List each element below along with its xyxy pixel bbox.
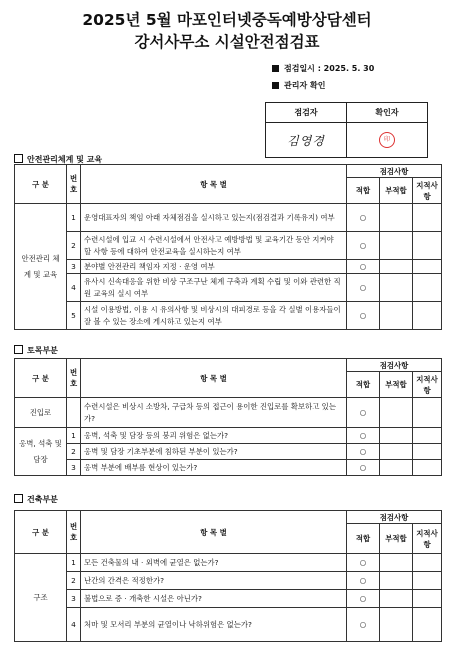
table-row: 4 처마 및 모서리 부분의 균열이나 낙하위험은 없는가? ○ <box>15 608 442 642</box>
pass-mark: ○ <box>347 572 380 590</box>
building-table: 구 분 번호 항 목 별 점검사항 적합 부적합 지적사항 구조 1 모든 건축물의 내 · 외벽에 균열은 없는가? ○ 2 난간의 간격은 적정한가? ○ 3 불법으로 증 · 개축한 시설은 아닌가? ○ 4 처마 및 모서리 부분의 균열이나 낙하위험은 없는가? ○ <box>14 510 442 642</box>
pass-mark: ○ <box>347 608 380 642</box>
table-row: 옹벽, 석축 및 담장 1 옹벽, 석축 및 담장 등의 붕괴 위험은 없는가? ○ <box>15 428 442 444</box>
civil-works-table: 구 분 번호 항 목 별 점검사항 적합 부적합 지적사항 진입로 수련시설은 비상시 소방차, 구급차 등의 접근이 용이한 진입로를 확보하고 있는가? ○ 옹벽, 석축 및 담장 1 옹벽, 석축 및 담장 등의 붕괴 위험은 없는가? ○ 2 옹벽 및 담장 기초부분에 침하된 부분이 있는가? ○ 3 옹벽 부분에 배부름 현상이 있는가? ○ <box>14 358 442 476</box>
table-row: 3 옹벽 부분에 배부름 현상이 있는가? ○ <box>15 460 442 476</box>
category-cell: 안전관리 체계 및 교육 <box>15 204 67 330</box>
table-row: 2 옹벽 및 담장 기초부분에 침하된 부분이 있는가? ○ <box>15 444 442 460</box>
manager-check: 관리자 확인 <box>272 80 325 91</box>
safety-management-table: 구 분 번호 항 목 별 점검사항 적합 부적합 지적사항 안전관리 체계 및 교육 1 운영대표자의 책임 아래 자체점검을 실시하고 있는지(점검결과 기록유지) 여부 ○ 2 수련시설에 입교 시 수련시설에서 안전사고 예방방법 및 교육기간 동안 지켜야 할 사항 등에 대하여 안전교육을 실시하는지 여부 ○ 3 분야별 안전관리 책임자 지정 · 운영 여부 ○ 4 유사시 신속대응을 위한 비상 구조구난 체계 구축과 계획 수립 및 이와 관련한 직원 교육의 실시 여부 ○ 5 시설 이용방법, 이용 시 유의사항 및 비상시의 대피경로 등을 각 실별 이용자들이 잘 볼 수 있는 장소에 게시하고 있는지 여부 ○ <box>14 164 442 330</box>
pass-mark: ○ <box>347 398 380 428</box>
pass-mark: ○ <box>347 232 380 260</box>
table-row: 2 난간의 간격은 적정한가? ○ <box>15 572 442 590</box>
table-row: 3 분야별 안전관리 책임자 지정 · 운영 여부 ○ <box>15 260 442 274</box>
section-title: 안전관리체계 및 교육 <box>14 154 102 165</box>
table-row: 안전관리 체계 및 교육 1 운영대표자의 책임 아래 자체점검을 실시하고 있는지(점검결과 기록유지) 여부 ○ <box>15 204 442 232</box>
category-cell: 구조 <box>15 554 67 642</box>
table-row: 4 유사시 신속대응을 위한 비상 구조구난 체계 구축과 계획 수립 및 이와 관련한 직원 교육의 실시 여부 ○ <box>15 274 442 302</box>
category-cell: 진입로 <box>15 398 67 428</box>
pass-mark: ○ <box>347 428 380 444</box>
pass-mark: ○ <box>347 204 380 232</box>
inspector-signature: 김영경 <box>287 133 325 148</box>
inspection-date: 점검일시 : 2025. 5. 30 <box>272 63 374 74</box>
table-row: 진입로 수련시설은 비상시 소방차, 구급차 등의 접근이 용이한 진입로를 확보하고 있는가? ○ <box>15 398 442 428</box>
category-cell: 옹벽, 석축 및 담장 <box>15 428 67 476</box>
inspector-header: 점검자 <box>266 103 347 123</box>
document-title-line2: 강서사무소 시설안전점검표 <box>134 33 320 51</box>
pass-mark: ○ <box>347 590 380 608</box>
checkbox-square-icon <box>14 345 23 354</box>
pass-mark: ○ <box>347 260 380 274</box>
pass-mark: ○ <box>347 460 380 476</box>
checkbox-square-icon <box>14 154 23 163</box>
document-title-line1: 2025년 5월 마포인터넷중독예방상담센터 <box>82 11 372 29</box>
signature-table <box>265 102 428 158</box>
section-title: 토목부분 <box>14 345 58 356</box>
table-row: 3 불법으로 증 · 개축한 시설은 아닌가? ○ <box>15 590 442 608</box>
square-bullet-icon <box>272 65 279 72</box>
table-row: 구조 1 모든 건축물의 내 · 외벽에 균열은 없는가? ○ <box>15 554 442 572</box>
pass-mark: ○ <box>347 444 380 460</box>
table-row: 2 수련시설에 입교 시 수련시설에서 안전사고 예방방법 및 교육기간 동안 지켜야 할 사항 등에 대하여 안전교육을 실시하는지 여부 ○ <box>15 232 442 260</box>
confirm-header: 확인자 <box>347 103 428 123</box>
section-title: 건축부분 <box>14 494 58 505</box>
pass-mark: ○ <box>347 302 380 330</box>
pass-mark: ○ <box>347 554 380 572</box>
table-row: 5 시설 이용방법, 이용 시 유의사항 및 비상시의 대피경로 등을 각 실별 이용자들이 잘 볼 수 있는 장소에 게시하고 있는지 여부 ○ <box>15 302 442 330</box>
pass-mark: ○ <box>347 274 380 302</box>
checkbox-square-icon <box>14 494 23 503</box>
square-bullet-icon <box>272 82 279 89</box>
seal-stamp-icon: 印 <box>379 132 395 148</box>
